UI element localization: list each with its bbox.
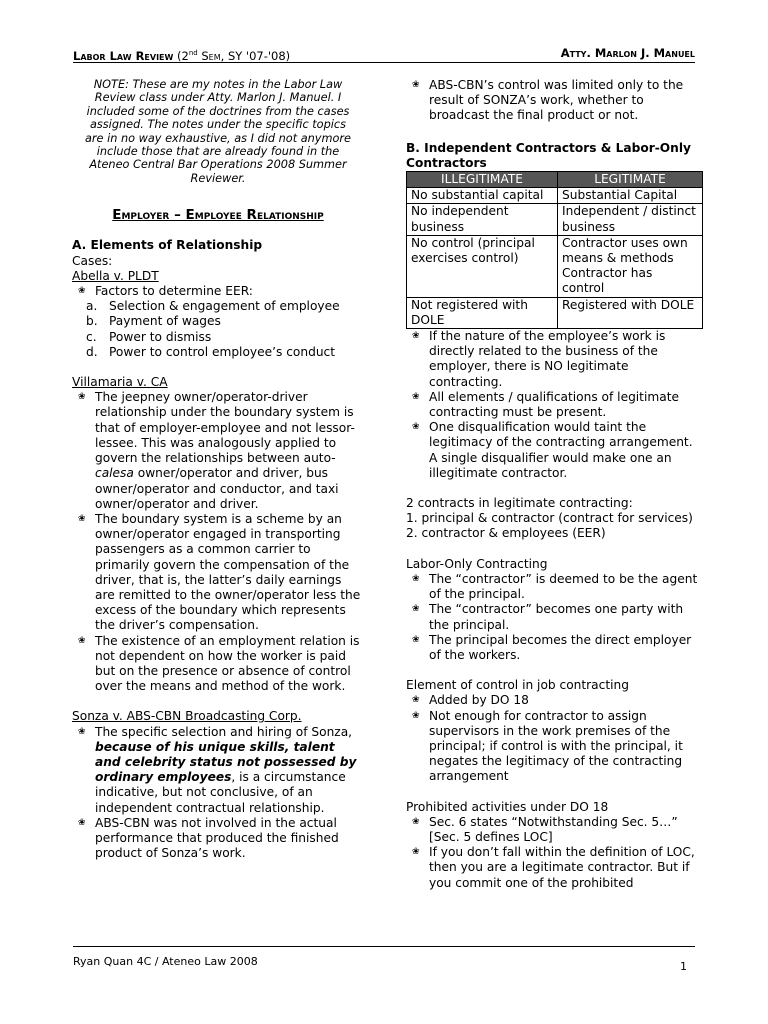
header-sem: Sem — [197, 48, 221, 63]
table-cell: Not registered with DOLE — [407, 297, 558, 328]
sonza-bullets-cont — [406, 78, 698, 124]
abella-bullets — [72, 284, 364, 299]
list-marker: c. — [86, 329, 97, 344]
table-row — [407, 204, 703, 235]
header-sup: nd — [188, 49, 198, 57]
bullet-item: ❀ If you don’t fall within the definition of LOC, then you are a legitimate contractor. But if you commit one of the prohibited — [406, 845, 698, 891]
list-item — [72, 314, 364, 329]
bullet-item: ❀ All elements / qualifications of legitimate contracting must be present. — [406, 390, 698, 420]
bullet-text: owner/operator and driver, bus owner/operator and conductor, and taxi owner/operator and driver. — [95, 466, 339, 511]
bullet-item: ❀ The principal becomes the direct employer of the workers. — [406, 633, 698, 663]
two-contracts-item: 2. contractor & employees (EER) — [406, 526, 606, 541]
table-header-row — [407, 172, 703, 188]
bullet-text: The specific selection and hiring of Sonza, — [95, 724, 353, 739]
table-cell: No control (principal exercises control) — [407, 235, 558, 297]
bullet-item: ❀ The boundary system is a scheme by an owner/operator engaged in transporting passengers as a common carrier to primarily govern the compensation of the driver, that is, the latter’s daily earnings are remitted to the owner/operator less the excess of the boundary which represents the driver’s compensation. — [72, 512, 364, 634]
header-title — [73, 46, 290, 64]
list-marker: a. — [86, 299, 98, 314]
list-text: Power to dismiss — [109, 329, 212, 344]
section-a-title: A. Elements of Relationship — [72, 238, 263, 253]
case-villamaria-title: Villamaria v. CA — [72, 375, 168, 390]
list-marker: b. — [86, 314, 98, 329]
header-author: Atty. Marlon J. Manuel — [560, 46, 695, 60]
header-course: Labor Law Review — [73, 48, 174, 63]
table-cell-line: Contractor uses own means & methods — [562, 235, 688, 266]
bullet-item: ❀ Added by DO 18 — [406, 693, 698, 708]
bullet-item: ❀ If the nature of the employee’s work is directly related to the business of the employer, there is NO legitimate contracting. — [406, 329, 698, 390]
header-illegitimate: ILLEGITIMATE — [407, 172, 558, 188]
contracting-bullets — [406, 329, 698, 481]
main-heading: Employer – Employee Relationship — [112, 207, 324, 224]
left-column — [72, 78, 364, 861]
two-contracts-title: 2 contracts in legitimate contracting: — [406, 496, 633, 511]
table-cell: Substantial Capital — [558, 188, 703, 204]
list-text: Selection & engagement of employee — [109, 299, 340, 314]
table-cell-line: Contractor has control — [562, 266, 653, 296]
footer-author: Ryan Quan 4C / Ateneo Law 2008 — [73, 955, 258, 968]
bullet-item: ❀ ABS-CBN was not involved in the actual performance that produced the finished product of Sonza’s work. — [72, 816, 364, 862]
control-bullets — [406, 693, 698, 784]
case-sonza-title: Sonza v. ABS-CBN Broadcasting Corp. — [72, 709, 302, 724]
loc-title: Labor-Only Contracting — [406, 556, 548, 571]
table-cell: No independent business — [407, 204, 558, 235]
table-row — [407, 235, 703, 297]
two-contracts-item: 1. principal & contractor (contract for services) — [406, 511, 693, 526]
eer-factors-list — [72, 299, 364, 360]
prohibited-bullets — [406, 815, 698, 891]
bullet-text: The jeepney owner/operator-driver relationship under the boundary system is that of employer-employee and not lessor-lessee. This was analogously applied to govern the relationships between auto- — [95, 390, 355, 466]
bullet-item — [72, 725, 364, 816]
bullet-item: ❀ The “contractor” becomes one party with the principal. — [406, 602, 698, 632]
prohibited-title: Prohibited activities under DO 18 — [406, 799, 609, 814]
list-item — [72, 299, 364, 314]
page-number: 1 — [680, 960, 687, 973]
table-cell-multiline — [558, 235, 703, 297]
contractors-table — [406, 171, 703, 329]
section-b-title: B. Independent Contractors & Labor-Only Contractors — [406, 140, 691, 170]
bullet-item: ❀ The existence of an employment relation is not dependent on how the worker is paid but on the presence or absence of control over the means and method of the work. — [72, 634, 364, 695]
villamaria-bullets — [72, 390, 364, 694]
sonza-bullets — [72, 725, 364, 862]
bullet-item: ❀ Factors to determine EER: — [72, 284, 364, 299]
right-column — [406, 78, 698, 891]
table-cell: No substantial capital — [407, 188, 558, 204]
cases-label: Cases: — [72, 253, 113, 268]
list-text: Payment of wages — [109, 314, 221, 329]
page-footer — [73, 946, 695, 973]
bullet-item: ❀ Sec. 6 states “Notwithstanding Sec. 5…” [Sec. 5 defines LOC] — [406, 815, 698, 845]
page-header — [73, 44, 695, 63]
bullet-item: ❀ Not enough for contractor to assign supervisors in the work premises of the principal; if control is with the principal, it negates the legitimacy of the contracting arrangement — [406, 709, 698, 785]
list-marker: d. — [86, 344, 98, 359]
loc-bullets — [406, 572, 698, 663]
bullet-text: , is a circumstance indicative, but not conclusive, of an independent contractual relationship. — [95, 770, 346, 815]
header-paren: (2 — [173, 48, 189, 63]
table-cell: Independent / distinct business — [558, 204, 703, 235]
bullet-bold-italic: because of his unique skills, talent and celebrity status not possessed by ordinary employees — [95, 739, 357, 785]
table-cell: Registered with DOLE — [558, 297, 703, 328]
bullet-item: ❀ One disqualification would taint the legitimacy of the contracting arrangement. A single disqualifier would make one an illegitimate contractor. — [406, 420, 698, 481]
list-text: Power to control employee’s conduct — [109, 344, 336, 359]
bullet-item: ❀ The “contractor” is deemed to be the agent of the principal. — [406, 572, 698, 602]
table-row — [407, 297, 703, 328]
header-legitimate: LEGITIMATE — [558, 172, 703, 188]
bullet-item: ❀ ABS-CBN’s control was limited only to the result of SONZA’s work, whether to broadcast the final product or not. — [406, 78, 698, 124]
control-title: Element of control in job contracting — [406, 678, 629, 693]
list-item — [72, 330, 364, 345]
header-sy: , SY '07-'08) — [220, 48, 291, 63]
table-row — [407, 188, 703, 204]
bullet-italic: calesa — [95, 466, 134, 481]
case-abella-title: Abella v. PLDT — [72, 268, 159, 283]
bullet-item — [72, 390, 364, 512]
list-item — [72, 345, 364, 360]
intro-note: NOTE: These are my notes in the Labor Law Review class under Atty. Marlon J. Manuel. I included some of the doctrines from the cases assigned. The notes under the specific topics are in no way exhaustive, as I did not anymore include those that are already found in the Ateneo Central Bar Operations 2008 Summer Reviewer. — [84, 78, 351, 185]
